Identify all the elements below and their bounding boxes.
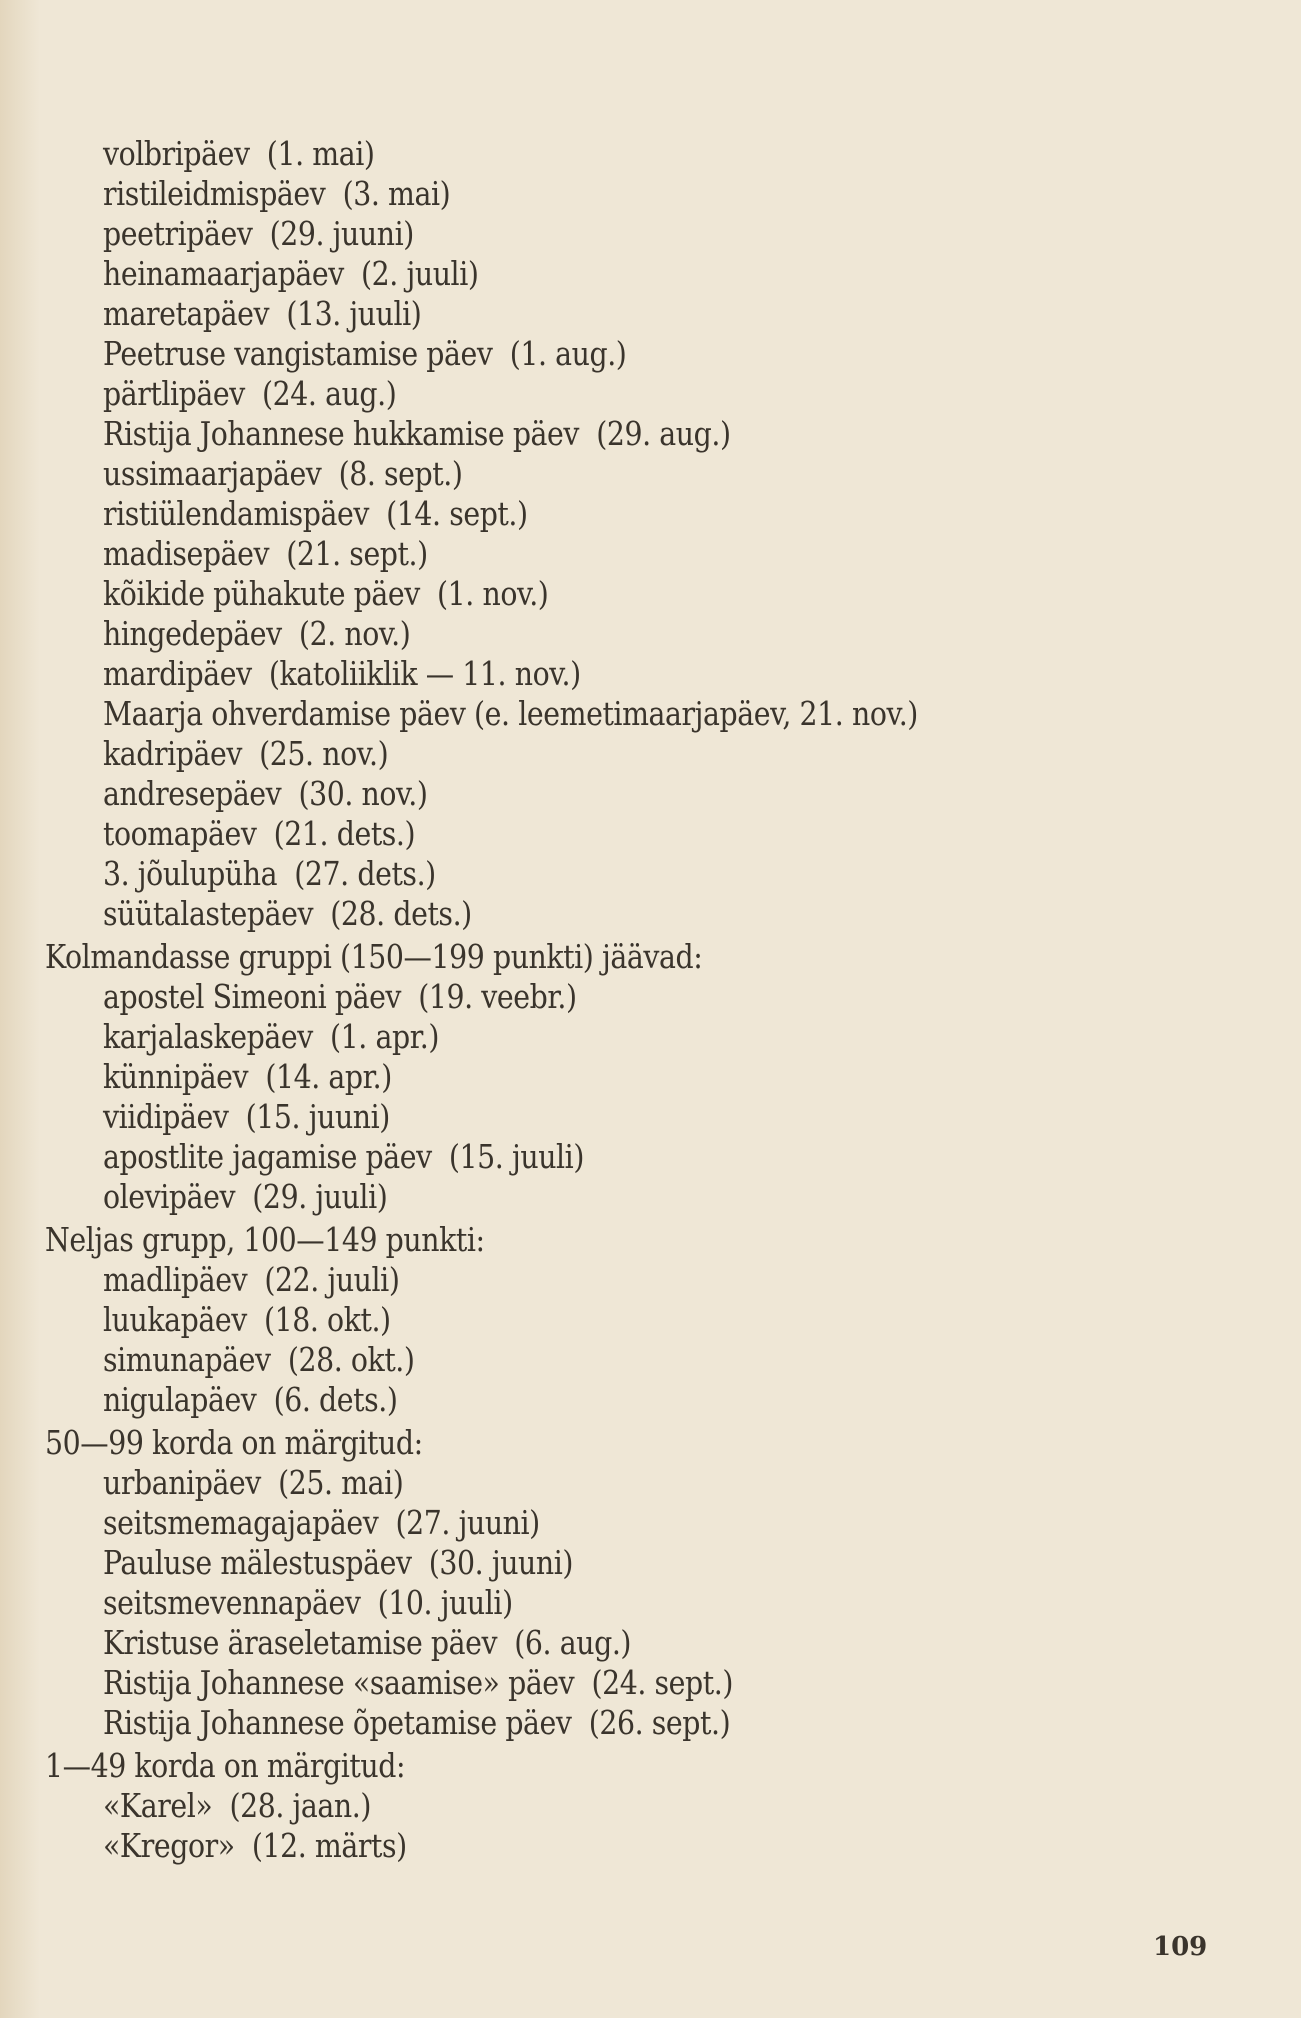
- list-item: simunapäev (28. okt.): [103, 1340, 415, 1379]
- list-item: «Karel» (28. jaan.): [103, 1786, 371, 1825]
- list-item: nigulapäev (6. dets.): [103, 1380, 398, 1419]
- list-item: hingedepäev (2. nov.): [103, 614, 411, 653]
- group5-heading: 50—99 korda on märgitud:: [45, 1423, 423, 1462]
- group6-heading: 1—49 korda on märgitud:: [45, 1746, 406, 1785]
- list-item: süütalastepäev (28. dets.): [103, 894, 472, 933]
- list-item: «Kregor» (12. märts): [103, 1826, 407, 1865]
- list-item: viidipäev (15. juuni): [103, 1097, 390, 1136]
- list-item: toomapäev (21. dets.): [103, 814, 416, 853]
- list-item: kõikide pühakute päev (1. nov.): [103, 574, 549, 613]
- list-item: seitsmemagajapäev (27. juuni): [103, 1503, 540, 1542]
- list-item: andresepäev (30. nov.): [103, 774, 428, 813]
- list-item: künnipäev (14. apr.): [103, 1057, 392, 1096]
- list-item: urbanipäev (25. mai): [103, 1463, 404, 1502]
- list-item: apostel Simeoni päev (19. veebr.): [103, 977, 577, 1016]
- list-item: mardipäev (katoliiklik — 11. nov.): [103, 654, 581, 693]
- list-item: seitsmevennapäev (10. juuli): [103, 1583, 513, 1622]
- list-item: Kristuse äraseletamise päev (6. aug.): [103, 1623, 632, 1662]
- page-number: 109: [1153, 1932, 1208, 1962]
- list-item: karjalaskepäev (1. apr.): [103, 1017, 439, 1056]
- list-item: heinamaarjapäev (2. juuli): [103, 254, 479, 293]
- list-item: pärtlipäev (24. aug.): [103, 374, 397, 413]
- list-item: 3. jõulupüha (27. dets.): [103, 854, 436, 893]
- list-item: madisepäev (21. sept.): [103, 534, 428, 573]
- list-item: Ristija Johannese «saamise» päev (24. sept.): [103, 1663, 733, 1702]
- list-item: Maarja ohverdamise päev (e. leemetimaarjapäev, 21. nov.): [103, 694, 918, 733]
- list-item: ristiülendamispäev (14. sept.): [103, 494, 528, 533]
- list-item: Peetruse vangistamise päev (1. aug.): [103, 334, 627, 373]
- list-item: kadripäev (25. nov.): [103, 734, 389, 773]
- list-item: Ristija Johannese õpetamise päev (26. sept.): [103, 1703, 731, 1742]
- list-item: volbripäev (1. mai): [103, 134, 375, 173]
- list-item: Pauluse mälestuspäev (30. juuni): [103, 1543, 574, 1582]
- group3-heading: Kolmandasse gruppi (150—199 punkti) jäävad:: [45, 937, 703, 976]
- list-item: peetripäev (29. juuni): [103, 214, 414, 253]
- page-edge-shadow: [0, 0, 40, 2018]
- group4-heading: Neljas grupp, 100—149 punkti:: [45, 1220, 485, 1259]
- list-item: olevipäev (29. juuli): [103, 1177, 388, 1216]
- list-item: apostlite jagamise päev (15. juuli): [103, 1137, 584, 1176]
- list-item: ristileidmispäev (3. mai): [103, 174, 451, 213]
- list-item: luukapäev (18. okt.): [103, 1300, 391, 1339]
- list-item: madlipäev (22. juuli): [103, 1260, 400, 1299]
- list-item: maretapäev (13. juuli): [103, 294, 422, 333]
- list-item: ussimaarjapäev (8. sept.): [103, 454, 463, 493]
- list-item: Ristija Johannese hukkamise päev (29. aug.): [103, 414, 731, 453]
